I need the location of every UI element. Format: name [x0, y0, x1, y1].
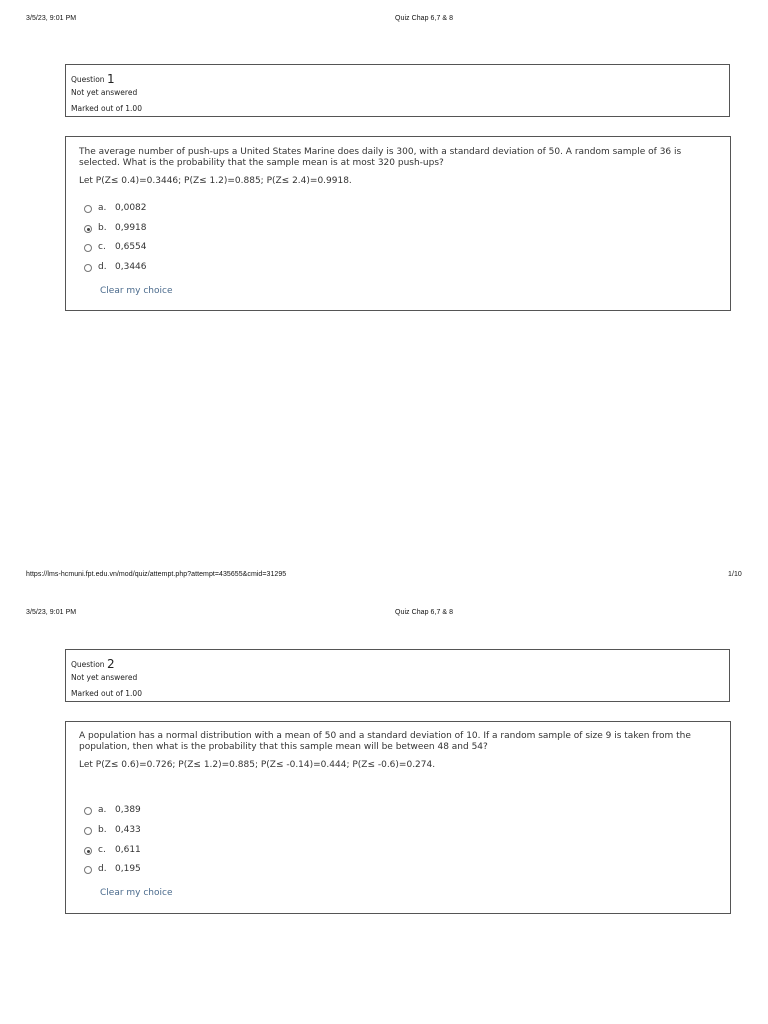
option-letter: b. — [98, 825, 107, 835]
question-state: Not yet answered — [71, 673, 138, 682]
clear-choice-link[interactable]: Clear my choice — [100, 888, 173, 898]
radio-button[interactable] — [84, 827, 92, 835]
question-number: 1 — [106, 72, 115, 86]
radio-button-selected[interactable] — [84, 847, 92, 855]
print-date: 3/5/23, 9:01 PM — [26, 15, 77, 22]
option-value: 0,433 — [115, 825, 141, 835]
option-letter: a. — [98, 203, 107, 213]
option-letter: d. — [98, 262, 107, 272]
print-date: 3/5/23, 9:01 PM — [26, 609, 77, 616]
option-value: 0,3446 — [115, 262, 147, 272]
question-hint: Let P(Z≤ 0.4)=0.3446; P(Z≤ 1.2)=0.885; P(Z≤ 2.4)=0.9918. — [79, 176, 352, 186]
question-label: Question — [71, 660, 105, 669]
radio-button[interactable] — [84, 866, 92, 874]
question-2-info — [65, 649, 730, 702]
radio-button[interactable] — [84, 807, 92, 815]
question-1-info — [65, 64, 730, 117]
option-value: 0,0082 — [115, 203, 147, 213]
radio-button[interactable] — [84, 264, 92, 272]
question-marks: Marked out of 1.00 — [71, 689, 142, 698]
print-title: Quiz Chap 6,7 & 8 — [395, 609, 454, 616]
clear-choice-link[interactable]: Clear my choice — [100, 286, 173, 296]
question-2-content — [65, 721, 731, 914]
radio-button[interactable] — [84, 244, 92, 252]
question-text: A population has a normal distribution with a mean of 50 and a standard deviation of 10. If a random sample of size 9 is taken from the population, then what is the probability that this sample mean will be between 48 and 54? — [79, 731, 691, 752]
option-letter: b. — [98, 223, 107, 233]
question-number: 2 — [106, 657, 115, 671]
page-number: 1/10 — [728, 571, 742, 578]
option-value: 0,9918 — [115, 223, 147, 233]
option-value: 0,389 — [115, 805, 141, 815]
question-text: The average number of push-ups a United States Marine does daily is 300, with a standard deviation of 50. A random sample of 36 is selected. What is the probability that the sample mean is at most 320 push-ups? — [79, 147, 682, 168]
print-title: Quiz Chap 6,7 & 8 — [395, 15, 454, 22]
page-url: https://lms-hcmuni.fpt.edu.vn/mod/quiz/attempt.php?attempt=435655&cmid=31295 — [26, 571, 287, 578]
option-value: 0,611 — [115, 845, 141, 855]
question-state: Not yet answered — [71, 88, 138, 97]
question-hint: Let P(Z≤ 0.6)=0.726; P(Z≤ 1.2)=0.885; P(Z≤ -0.14)=0.444; P(Z≤ -0.6)=0.274. — [79, 760, 436, 770]
option-letter: a. — [98, 805, 107, 815]
option-value: 0,6554 — [115, 242, 147, 252]
radio-button-selected[interactable] — [84, 225, 92, 233]
option-value: 0,195 — [115, 864, 141, 874]
option-letter: c. — [98, 845, 106, 855]
question-label: Question — [71, 75, 105, 84]
option-letter: c. — [98, 242, 106, 252]
question-1-content — [65, 136, 731, 311]
question-marks: Marked out of 1.00 — [71, 104, 142, 113]
radio-button[interactable] — [84, 205, 92, 213]
option-letter: d. — [98, 864, 107, 874]
